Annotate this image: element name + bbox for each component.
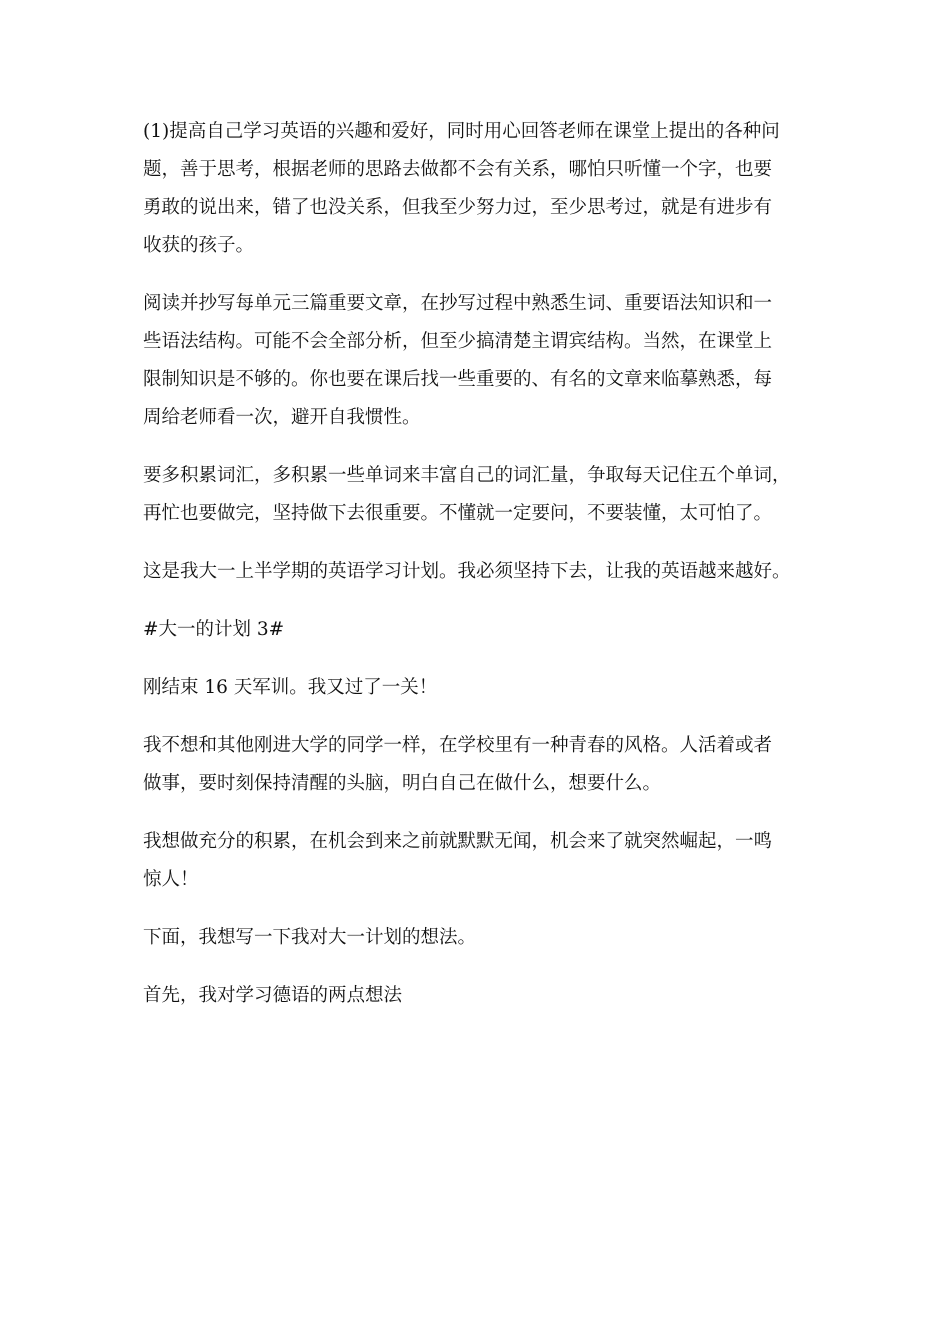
paragraph-3	[143, 457, 813, 533]
paragraph-6	[143, 669, 813, 707]
text-line: (1)提高自己学习英语的兴趣和爱好，同时用心回答老师在课堂上提出的各种问	[143, 121, 780, 142]
text-line: 些语法结构。可能不会全部分析，但至少搞清楚主谓宾结构。当然，在课堂上	[143, 331, 773, 352]
paragraph-7	[143, 727, 813, 803]
heading-line: #大一的计划 3#	[143, 619, 285, 640]
paragraph-4	[143, 553, 813, 591]
text-line: 要多积累词汇，多积累一些单词来丰富自己的词汇量，争取每天记住五个单词，	[143, 465, 791, 486]
text-line: 再忙也要做完，坚持做下去很重要。不懂就一定要问，不要装懂，太可怕了。	[143, 503, 773, 524]
text-line: 下面，我想写一下我对大一计划的想法。	[143, 927, 477, 948]
text-line: 阅读并抄写每单元三篇重要文章，在抄写过程中熟悉生词、重要语法知识和一	[143, 293, 773, 314]
text-line: 首先，我对学习德语的两点想法	[143, 985, 403, 1006]
text-line: 我不想和其他刚进大学的同学一样，在学校里有一种青春的风格。人活着或者	[143, 735, 773, 756]
text-line: 限制知识是不够的。你也要在课后找一些重要的、有名的文章来临摹熟悉，每	[143, 369, 773, 390]
text-line: 我想做充分的积累，在机会到来之前就默默无闻，机会来了就突然崛起，一鸣	[143, 831, 773, 852]
paragraph-8	[143, 823, 813, 899]
text-line: 刚结束 16 天军训。我又过了一关！	[143, 677, 438, 698]
text-line: 惊人！	[143, 869, 199, 890]
text-line: 勇敢的说出来，错了也没关系，但我至少努力过，至少思考过，就是有进步有	[143, 197, 773, 218]
paragraph-2	[143, 285, 813, 437]
paragraph-10	[143, 977, 813, 1015]
text-line: 收获的孩子。	[143, 235, 255, 256]
text-line: 这是我大一上半学期的英语学习计划。我必须坚持下去，让我的英语越来越好。	[143, 561, 791, 582]
section-heading	[143, 611, 813, 649]
text-line: 题，善于思考，根据老师的思路去做都不会有关系，哪怕只听懂一个字，也要	[143, 159, 773, 180]
paragraph-1	[143, 113, 813, 265]
document-body	[143, 113, 813, 1035]
text-line: 周给老师看一次，避开自我惯性。	[143, 407, 421, 428]
paragraph-9	[143, 919, 813, 957]
text-line: 做事，要时刻保持清醒的头脑，明白自己在做什么，想要什么。	[143, 773, 662, 794]
